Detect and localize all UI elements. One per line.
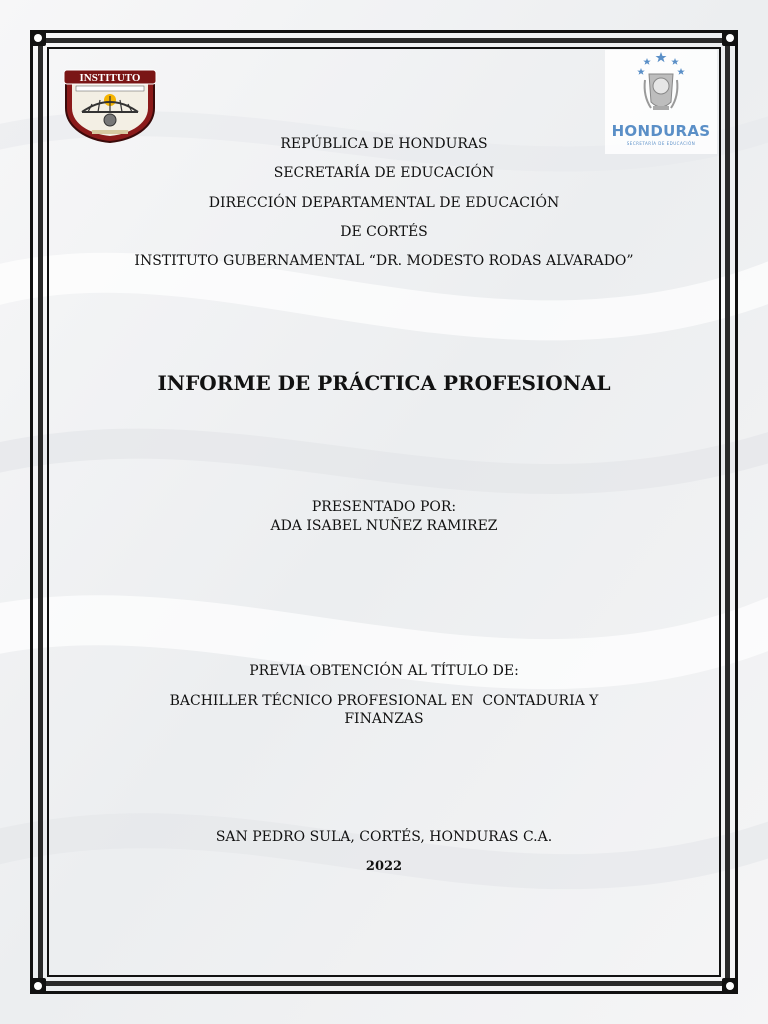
- institute-crest-icon: [62, 68, 158, 144]
- corner-ornament: [722, 30, 738, 46]
- crest-word: INSTITUTO: [79, 72, 141, 84]
- honduras-subtitle: SECRETARÍA DE EDUCACIÓN: [626, 141, 696, 146]
- degree-title-line2: FINANZAS: [344, 711, 424, 727]
- corner-ornament: [30, 978, 46, 994]
- honduras-coat-of-arms-icon: [605, 50, 717, 120]
- presented-by-label: PRESENTADO POR:: [311, 499, 457, 515]
- header-line-institute: INSTITUTO GUBERNAMENTAL “DR. MODESTO RODAS ALVARADO”: [134, 253, 634, 269]
- honduras-wordmark: HONDURAS: [611, 122, 711, 140]
- corner-ornament: [30, 30, 46, 46]
- degree-title-line1: BACHILLER TÉCNICO PROFESIONAL EN CONTADURIA Y: [169, 693, 599, 709]
- header-line-department: DE CORTÉS: [340, 224, 428, 240]
- report-title: INFORME DE PRÁCTICA PROFESIONAL: [157, 371, 611, 395]
- header-line-secretaria: SECRETARÍA DE EDUCACIÓN: [273, 165, 495, 181]
- location: SAN PEDRO SULA, CORTÉS, HONDURAS C.A.: [215, 829, 553, 845]
- corner-ornament: [722, 978, 738, 994]
- author-name: ADA ISABEL NUÑEZ RAMIREZ: [270, 518, 498, 534]
- year: 2022: [365, 859, 403, 874]
- degree-label: PREVIA OBTENCIÓN AL TÍTULO DE:: [249, 663, 519, 679]
- header-line-country: REPÚBLICA DE HONDURAS: [280, 136, 488, 152]
- header-line-direccion: DIRECCIÓN DEPARTAMENTAL DE EDUCACIÓN: [208, 195, 560, 211]
